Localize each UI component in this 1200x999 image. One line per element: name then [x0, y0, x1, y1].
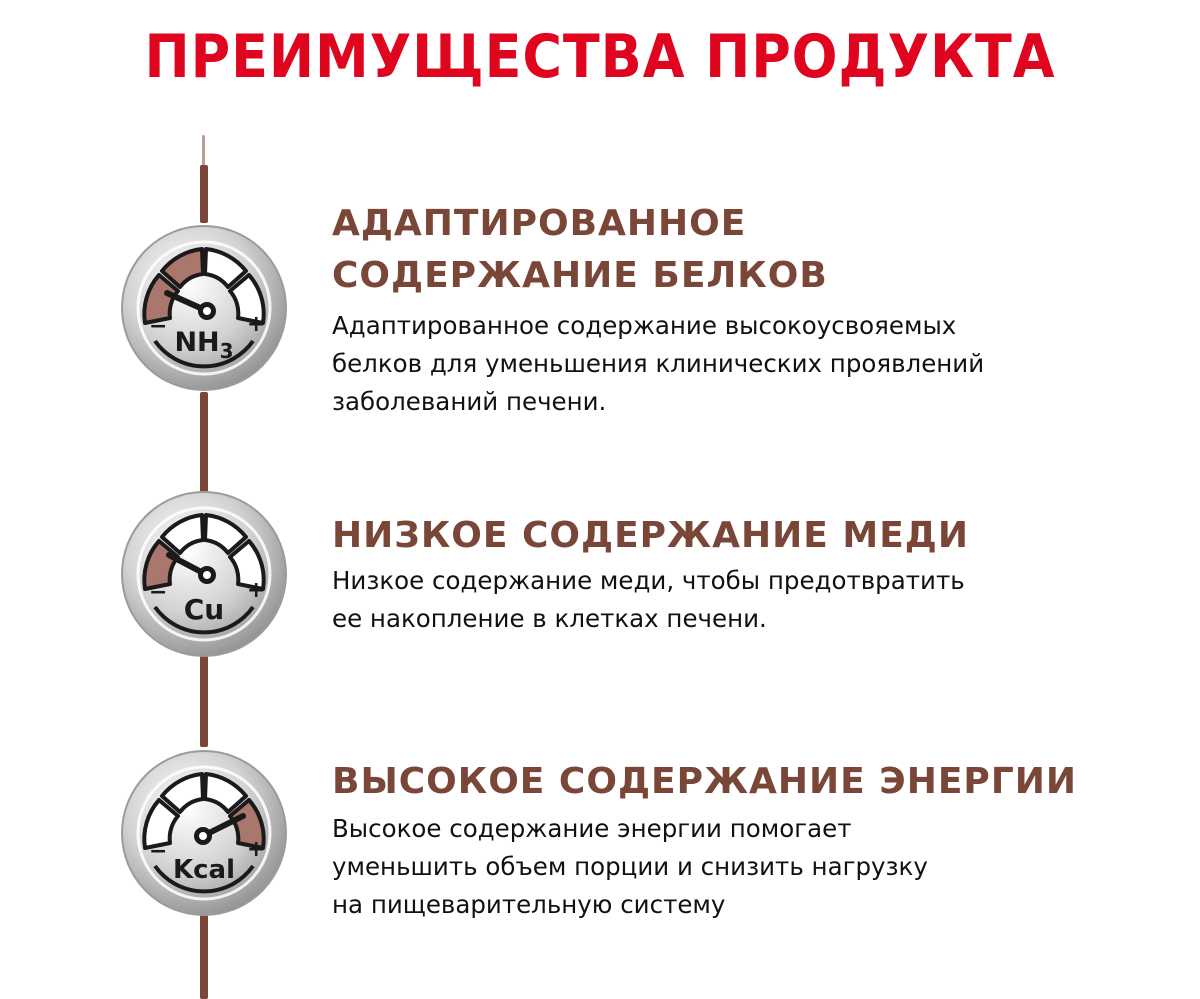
feature-heading: [332, 510, 969, 562]
feature-description-line: заболеваний печени.: [332, 387, 607, 416]
timeline-segment: [200, 165, 208, 223]
feature-heading-line: СОДЕРЖАНИЕ БЕЛКОВ: [332, 255, 828, 296]
feature-heading: [332, 198, 828, 302]
gauge-minus-label: −: [149, 580, 168, 605]
gauge-minus-label: −: [149, 314, 168, 339]
feature-description-line: уменьшить объем порции и снизить нагрузку: [332, 852, 928, 881]
gauge-label: Cu: [183, 593, 225, 626]
gauge-plus-label: +: [247, 312, 266, 337]
feature-description: [332, 307, 984, 421]
feature-heading-line: ВЫСОКОЕ СОДЕРЖАНИЕ ЭНЕРГИИ: [332, 761, 1078, 802]
gauge-label-subscript: 3: [219, 339, 234, 363]
gauge-plus-label: +: [247, 578, 266, 603]
feature-description-line: Адаптированное содержание высокоусвояемых: [332, 311, 957, 340]
gauge-label: Kcal: [172, 855, 236, 885]
feature-description-line: белков для уменьшения клинических проявлений: [332, 349, 985, 378]
gauge-minus-label: −: [149, 839, 168, 864]
feature-description-line: Низкое содержание меди, чтобы предотвратить: [332, 566, 965, 595]
feature-heading-line: АДАПТИРОВАННОЕ: [332, 203, 747, 244]
feature-description-line: Высокое содержание энергии помогает: [332, 814, 852, 843]
feature-heading: [332, 756, 1077, 808]
protein-gauge-icon: [119, 223, 289, 393]
energy-gauge-icon: [119, 748, 289, 918]
feature-description-line: на пищеварительную систему: [332, 890, 726, 919]
page-title: ПРЕИМУЩЕСТВА ПРОДУКТА: [144, 22, 1056, 92]
feature-heading-line: НИЗКОЕ СОДЕРЖАНИЕ МЕДИ: [332, 515, 969, 556]
feature-description-line: ее накопление в клетках печени.: [332, 604, 767, 633]
timeline-segment: [200, 655, 208, 747]
timeline-segment: [200, 915, 208, 999]
feature-description: [332, 562, 965, 638]
timeline-segment: [200, 392, 208, 492]
gauge-plus-label: +: [247, 837, 266, 862]
feature-description: [332, 810, 928, 924]
gauge-label: NH: [174, 327, 220, 358]
copper-gauge-icon: [119, 489, 289, 659]
